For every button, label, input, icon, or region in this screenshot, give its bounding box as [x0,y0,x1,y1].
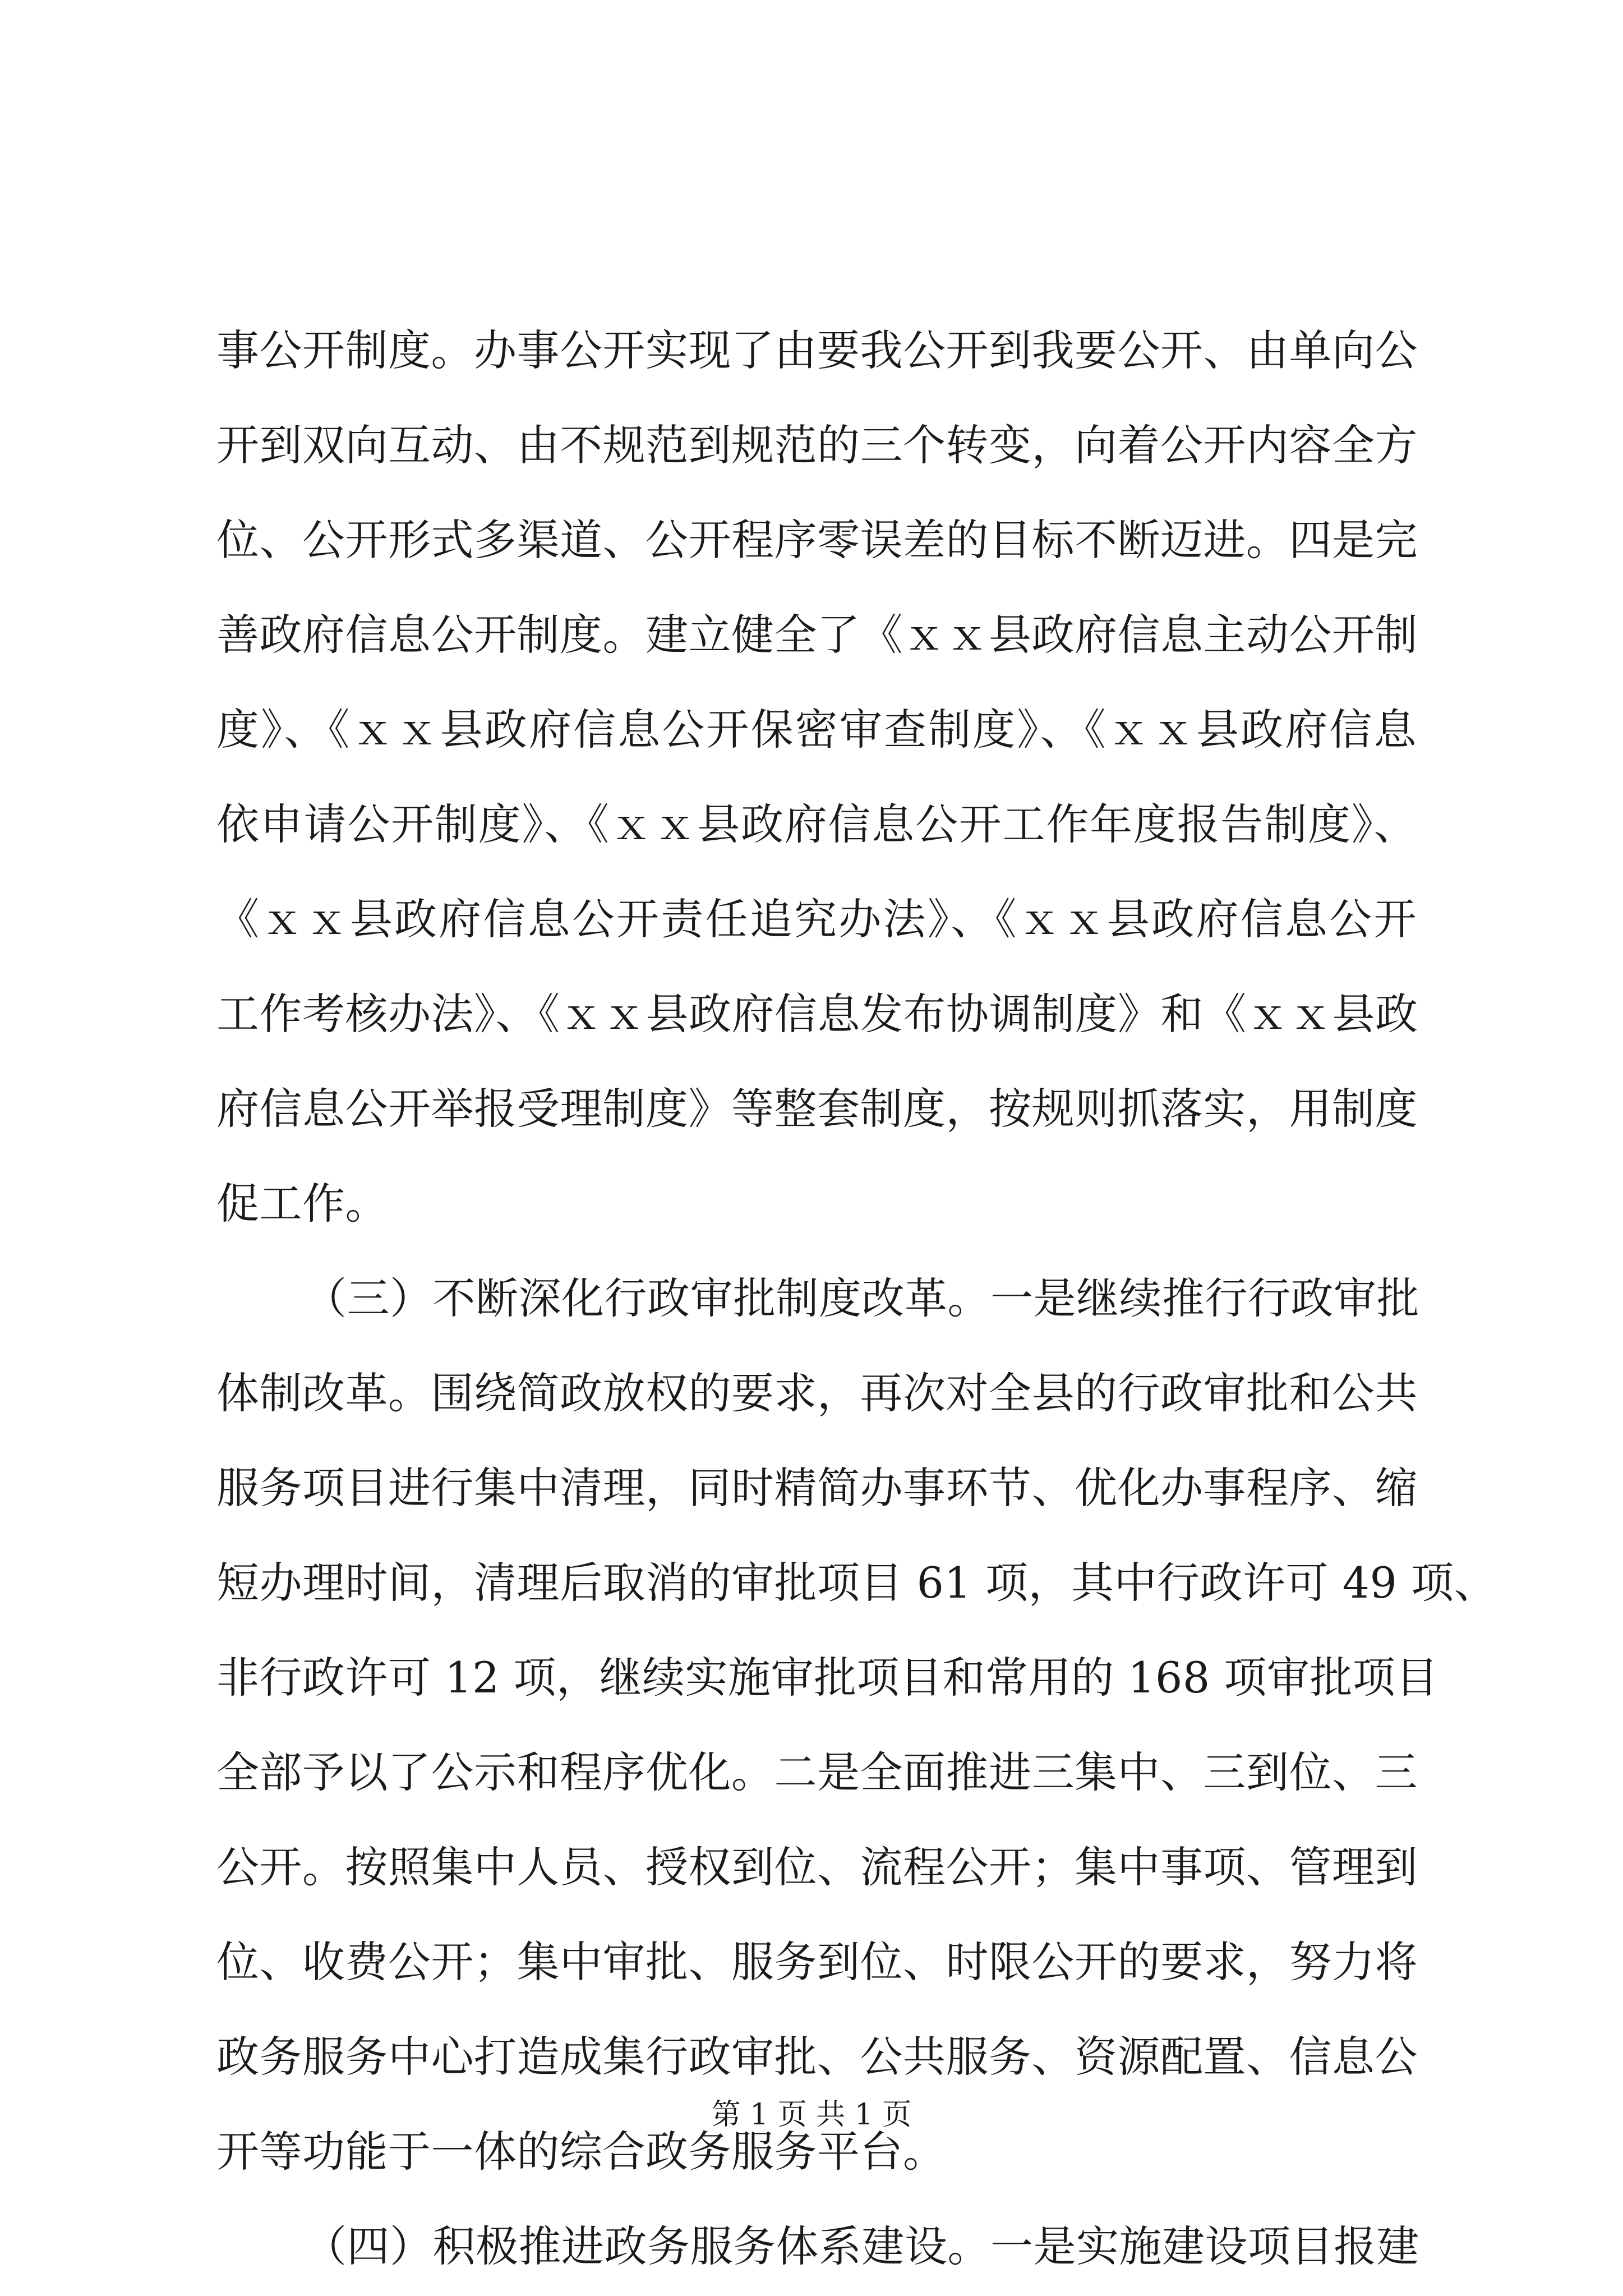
text-line: 事公开制度。办事公开实现了由要我公开到我要公开、由单向公 [216,325,1418,375]
document-body [216,303,1497,2294]
text-line: 公开。按照集中人员、授权到位、流程公开；集中事项、管理到 [216,1842,1418,1892]
text-line: 服务项目进行集中清理，同时精简办事环节、优化办事程序、缩 [216,1463,1418,1513]
text-line: 政务服务中心打造成集行政审批、公共服务、资源配置、信息公 [216,2032,1418,2082]
text-line: 开到双向互动、由不规范到规范的三个转变，向着公开内容全方 [216,420,1418,470]
section-heading-line: （三）不断深化行政审批制度改革。一是继续推行行政审批 [304,1273,1419,1323]
text-line: 度》、《ｘｘ县政府信息公开保密审查制度》、《ｘｘ县政府信息 [216,705,1417,754]
text-line: 工作考核办法》、《ｘｘ县政府信息发布协调制度》和《ｘｘ县政 [216,989,1418,1039]
text-line: 开等功能于一体的综合政务服务平台。 [216,2127,946,2177]
text-line: 《ｘｘ县政府信息公开责任追究办法》、《ｘｘ县政府信息公开 [216,894,1417,944]
text-line: 短办理时间，清理后取消的审批项目 61 项，其中行政许可 49 项、 [216,1558,1497,1608]
text-line: 全部予以了公示和程序优化。二是全面推进三集中、三到位、三 [216,1747,1418,1797]
text-line: 善政府信息公开制度。建立健全了《ｘｘ县政府信息主动公开制 [216,610,1418,660]
section-heading-line: （四）积极推进政务服务体系建设。一是实施建设项目报建 [304,2221,1419,2271]
text-line: 依申请公开制度》、《ｘｘ县政府信息公开工作年度报告制度》、 [216,799,1417,849]
page-number-footer: 第 1 页 共 1 页 [711,2098,912,2132]
text-line: 促工作。 [216,1179,388,1228]
text-line: 位、公开形式多渠道、公开程序零误差的目标不断迈进。四是完 [216,515,1418,565]
text-line: 体制改革。围绕简政放权的要求，再次对全县的行政审批和公共 [216,1368,1418,1418]
text-line: 非行政许可 12 项，继续实施审批项目和常用的 168 项审批项目 [216,1653,1438,1703]
text-line: 府信息公开举报受理制度》等整套制度，按规则抓落实，用制度 [216,1084,1418,1134]
text-line: 位、收费公开；集中审批、服务到位、时限公开的要求，努力将 [216,1937,1418,1987]
